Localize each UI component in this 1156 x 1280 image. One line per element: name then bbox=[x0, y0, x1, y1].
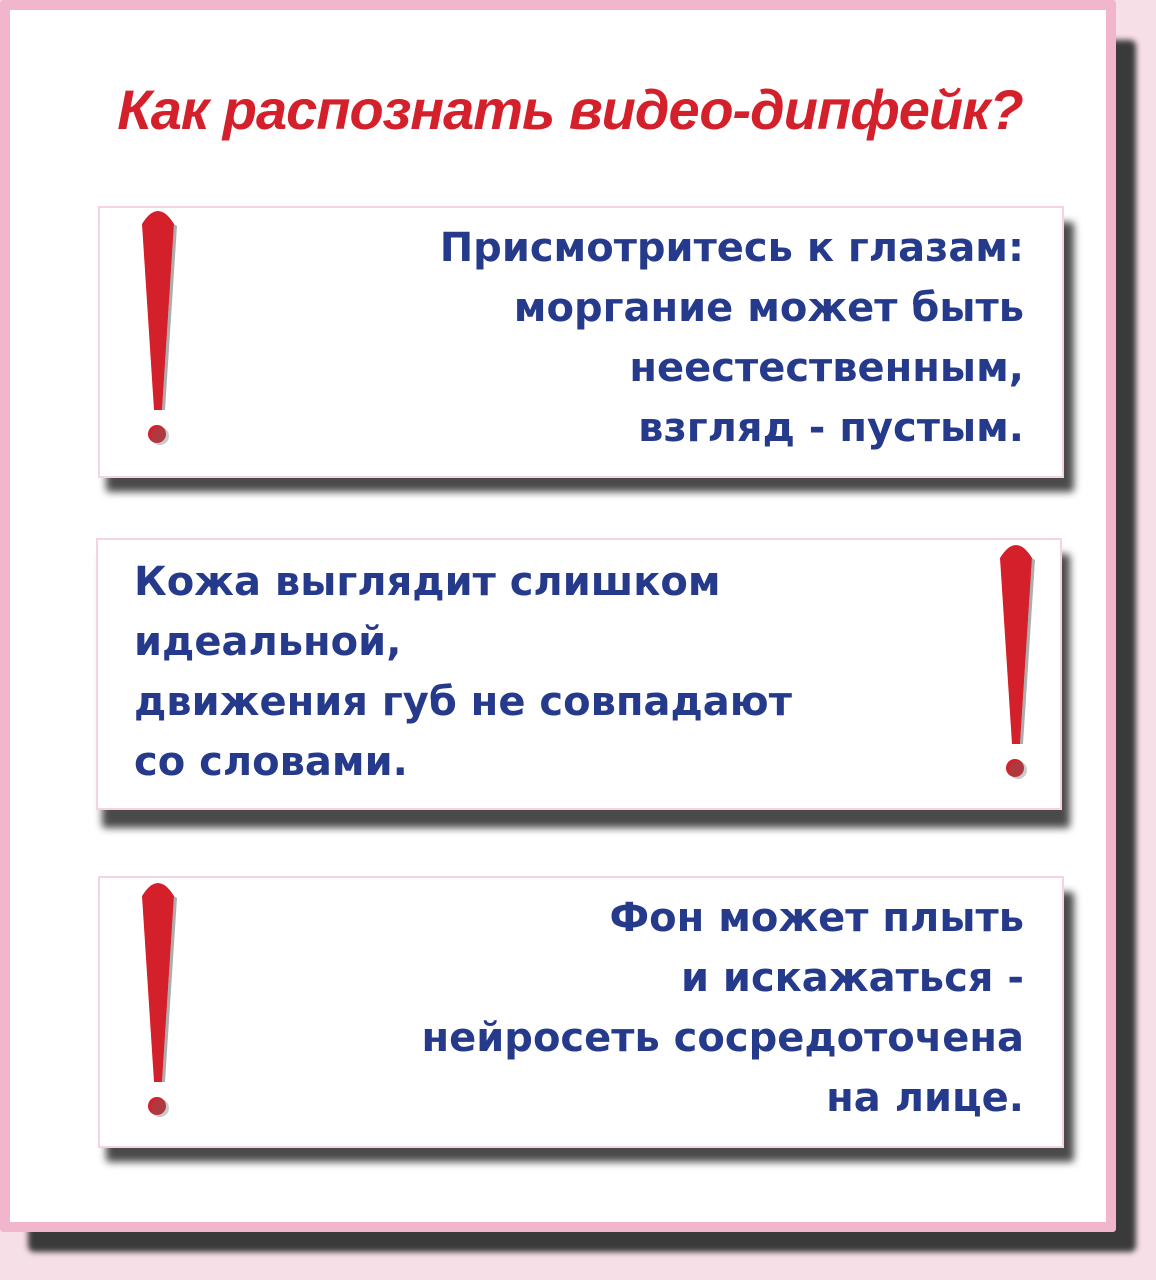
poster-title: Как распознать видео-дипфейк? bbox=[117, 78, 1023, 141]
exclamation-mark-icon bbox=[128, 202, 188, 452]
tip-text-background: Фон может плыть и искажаться - нейросеть сосредоточена на лице. bbox=[421, 895, 1024, 1121]
exclamation-mark-icon bbox=[986, 536, 1046, 786]
tip-text-eyes: Присмотритесь к глазам: моргание может быть неестественным, взгляд - пустым. bbox=[439, 225, 1024, 451]
tip-card-eyes bbox=[98, 206, 1064, 478]
tip-card-skin bbox=[96, 538, 1062, 810]
exclamation-mark-icon bbox=[128, 874, 188, 1124]
tip-text-skin: Кожа выглядит слишком идеальной, движения губ не совпадают со словами. bbox=[134, 559, 792, 785]
tip-card-background bbox=[98, 876, 1064, 1148]
